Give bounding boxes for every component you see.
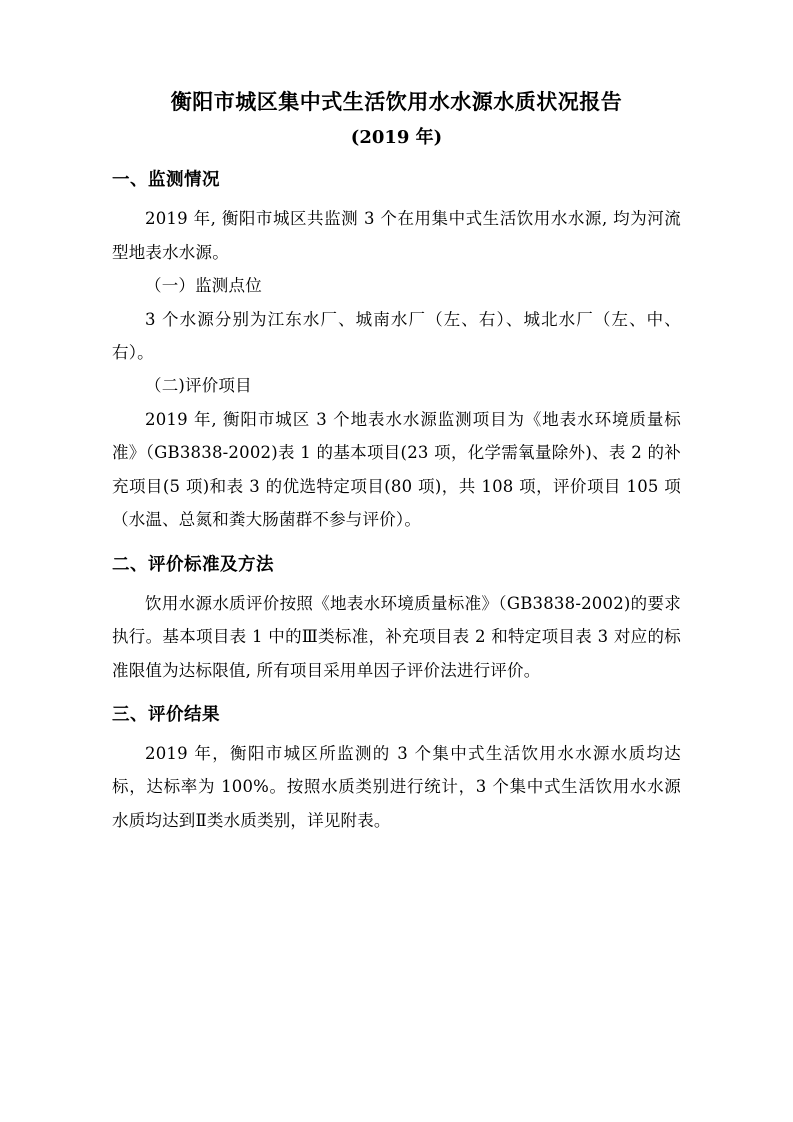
section-monitoring [112,166,681,537]
section-standards [112,551,681,687]
paragraph: 饮用水源水质评价按照《地表水环境质量标准》（GB3838-2002)的要求执行。基本项目表 1 中的Ⅲ类标准，补充项目表 2 和特定项目表 3 对应的标准限值为达标限值, 所有项目采用单因子评价法进行评价。 [112,593,681,680]
section-results [112,701,681,837]
paragraph: 2019 年, 衡阳市城区 3 个地表水水源监测项目为《地表水环境质量标准》（GB3838-2002)表 1 的基本项目(23 项，化学需氧量除外)、表 2 的补充项目(5 项)和表 3 的优选特定项目(80 项)，共 108 项，评价项目 105 项（水温、总氮和粪大肠菌群不参与评价）。 [112,409,681,530]
section-heading-1: 一、监测情况 [112,170,220,191]
paragraph: 2019 年，衡阳市城区所监测的 3 个集中式生活饮用水水源水质均达标，达标率为 100%。按照水质类别进行统计，3 个集中式生活饮用水水源水质均达到Ⅱ类水质类别，详见附表。 [112,743,681,830]
paragraph: （一）监测点位 [145,276,262,296]
page-title: 衡阳市城区集中式生活饮用水水源水质状况报告 [170,89,623,114]
page-subtitle: (2019 年) [350,126,443,148]
paragraph: 2019 年, 衡阳市城区共监测 3 个在用集中式生活饮用水水源, 均为河流型地表水水源。 [112,209,681,262]
section-heading-3: 三、评价结果 [112,705,220,726]
paragraph: 3 个水源分别为江东水厂、城南水厂（左、右）、城北水厂（左、中、右）。 [112,309,681,362]
paragraph: （二)评价项目 [145,376,252,396]
section-heading-2: 二、评价标准及方法 [112,554,274,575]
